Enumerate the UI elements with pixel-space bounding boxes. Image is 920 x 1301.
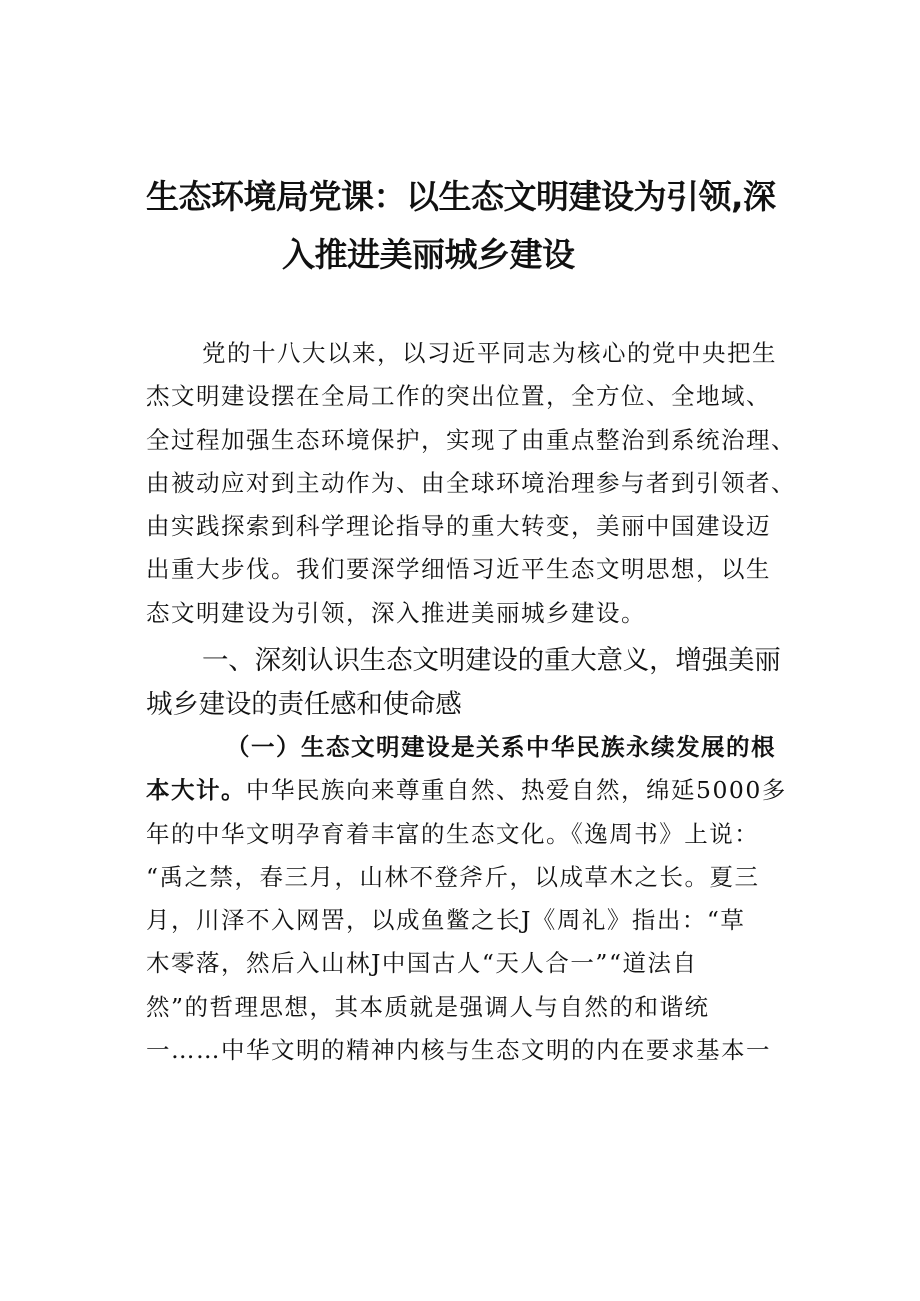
paragraph-line: 年的中华文明孕育着丰富的生态文化。《逸周书》上说： bbox=[146, 819, 760, 848]
title-line: 生态环境局党课：以生态文明建设为引领,深 bbox=[146, 177, 776, 216]
subheading-tail: 本大计。 bbox=[146, 776, 246, 805]
intro-paragraph bbox=[146, 332, 796, 635]
heading-line: 城乡建设的责任感和使命感 bbox=[146, 689, 462, 720]
subheading-line: （一）生态文明建设是关系中华民族永续发展的根 bbox=[226, 733, 776, 761]
paragraph-line: 月，川泽不入网罟，以成鱼鳖之长J《周礼》指出：“草 bbox=[146, 906, 746, 935]
section-heading bbox=[146, 639, 796, 727]
paragraph-line: 由被动应对到主动作为、由全球环境治理参与者到引领者、 bbox=[146, 468, 796, 497]
paragraph-line: 态文明建设为引领，深入推进美丽城乡建设。 bbox=[146, 598, 646, 627]
paragraph-line: 一……中华文明的精神内核与生态文明的内在要求基本一 bbox=[146, 1036, 771, 1065]
section-1-paragraph bbox=[146, 726, 786, 1072]
paragraph-line: 木零落，然后入山林J中国古人“天人合一”“道法自 bbox=[146, 949, 698, 978]
paragraph-line: 杰文明建设摆在全局工作的突出位置，全方位、全地域、 bbox=[146, 382, 771, 411]
paragraph-line: 然”的哲理思想，其本质就是强调人与自然的和谐统 bbox=[146, 992, 710, 1021]
paragraph-line bbox=[146, 769, 786, 812]
document-title bbox=[146, 168, 786, 284]
paragraph-line: 出重大步伐。我们要深学细悟习近平生态文明思想，以生 bbox=[146, 555, 771, 584]
title-line: 入推进美丽城乡建设 bbox=[282, 235, 575, 274]
paragraph-line: “禹之禁，春三月，山林不登斧斤，以成草木之长。夏三 bbox=[146, 862, 760, 891]
paragraph-text: 中华民族向来尊重自然、热爱自然，绵延5000多 bbox=[246, 776, 787, 805]
paragraph-line: 由实践探索到科学理论指导的重大转变，美丽中国建设迈 bbox=[146, 512, 771, 541]
heading-line: 一、深刻认识生态文明建设的重大意义，增强美丽 bbox=[202, 645, 781, 676]
paragraph-line: 党的十八大以来，以习近平同志为核心的党中央把生 bbox=[202, 339, 777, 367]
paragraph-line: 全过程加强生态环境保护，实现了由重点整治到系统治理、 bbox=[146, 425, 796, 454]
